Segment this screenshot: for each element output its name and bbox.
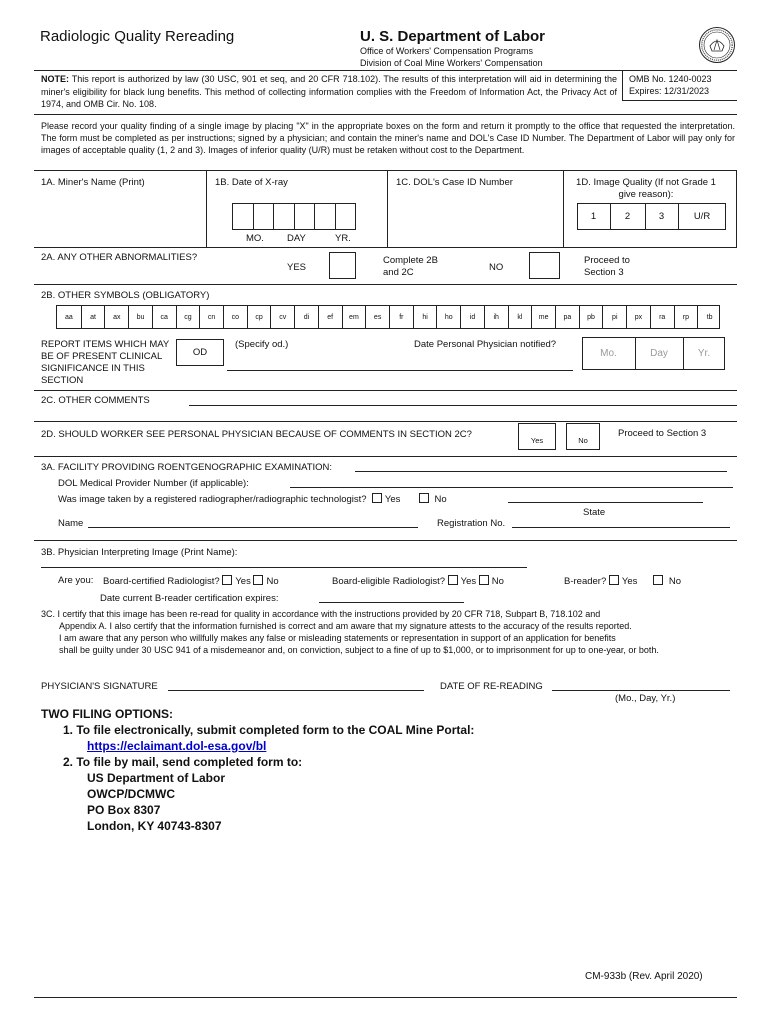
xray-day-input[interactable] (273, 203, 314, 230)
mailing-address (87, 770, 225, 834)
symbols-grid (56, 305, 720, 329)
tech-name-line[interactable] (88, 527, 418, 528)
board-certified-label: Board-certified Radiologist? (103, 576, 220, 587)
grade-ur-option[interactable]: U/R (693, 211, 711, 222)
abnormalities-yes-checkbox[interactable] (329, 252, 356, 279)
note-label: NOTE: (41, 74, 69, 84)
symbol-es-checkbox[interactable]: es (365, 306, 389, 328)
case-id-label: 1C. DOL's Case ID Number (396, 177, 513, 188)
board-eligible-no-label: No (491, 576, 504, 587)
abnormalities-no-label: NO (489, 262, 504, 273)
symbol-me-checkbox[interactable]: me (531, 306, 555, 328)
cert-expires-label: Date current B-reader certification expires: (100, 593, 279, 604)
breader-yes-checkbox[interactable] (609, 575, 619, 585)
filing-options-title: TWO FILING OPTIONS: (41, 707, 173, 721)
dol-seal-icon (698, 26, 736, 64)
grade-2-option[interactable]: 2 (624, 211, 631, 222)
registration-no-line[interactable] (512, 527, 730, 528)
symbol-ef-checkbox[interactable]: ef (318, 306, 342, 328)
board-certified-yes-label: Yes (235, 576, 251, 587)
symbol-ca-checkbox[interactable]: ca (152, 306, 176, 328)
agency-name: U. S. Department of Labor (360, 28, 546, 45)
abnormalities-label: 2A. ANY OTHER ABNORMALITIES? (41, 252, 198, 263)
od-checkbox[interactable] (176, 339, 224, 366)
specify-od-line[interactable] (227, 370, 573, 371)
symbol-pa-checkbox[interactable]: pa (555, 306, 579, 328)
certification-line-4: shall be guilty under 30 USC 941 of a misdemeanor and, on conviction, subject to a fine of up to $1,000, or to imprisonment for up to one-year, or both. (59, 645, 659, 655)
state-label: State (583, 507, 606, 518)
board-eligible-yes-label: Yes (460, 576, 477, 587)
report-items-label: REPORT ITEMS WHICH MAY BE OF PRESENT CLINICAL SIGNIFICANCE IN THIS SECTION (41, 339, 170, 386)
symbol-ho-checkbox[interactable]: ho (436, 306, 460, 328)
registered-tech-question (58, 493, 447, 505)
certification-line-2: Appendix A. I also certify that the information furnished is correct and am aware that my signature attests to the accuracy of the results reported. (59, 621, 632, 631)
reread-date-format: (Mo., Day, Yr.) (615, 693, 676, 704)
specify-od-label: (Specify od.) (235, 339, 289, 350)
cert-expires-line[interactable] (319, 602, 464, 603)
signature-label: PHYSICIAN'S SIGNATURE (41, 681, 158, 692)
facility-line[interactable] (355, 471, 727, 472)
registered-yes-label: Yes (384, 494, 401, 505)
symbol-bu-checkbox[interactable]: bu (128, 306, 152, 328)
symbol-id-checkbox[interactable]: id (460, 306, 484, 328)
notified-year-input[interactable]: Yr. (697, 348, 711, 359)
xray-year-label: YR. (335, 233, 351, 244)
miner-name-label: 1A. Miner's Name (Print) (41, 177, 145, 188)
physician-name-line[interactable] (41, 567, 527, 568)
symbol-co-checkbox[interactable]: co (223, 306, 247, 328)
registered-yes-checkbox[interactable] (372, 493, 382, 503)
grade-1-option[interactable]: 1 (590, 211, 597, 222)
breader-label: B-reader? (564, 576, 607, 587)
abnormalities-no-checkbox[interactable] (529, 252, 560, 279)
symbol-ra-checkbox[interactable]: ra (650, 306, 674, 328)
physician-notified-label: Date Personal Physician notified? (414, 339, 557, 350)
board-eligible-question (332, 575, 504, 587)
registered-no-label: No (434, 494, 447, 505)
xray-day-label: DAY (287, 233, 306, 244)
other-symbols-label: 2B. OTHER SYMBOLS (OBLIGATORY) (41, 290, 210, 301)
symbol-hi-checkbox[interactable]: hi (413, 306, 437, 328)
symbol-fr-checkbox[interactable]: fr (389, 306, 413, 328)
symbol-px-checkbox[interactable]: px (626, 306, 650, 328)
signature-line[interactable] (168, 690, 424, 691)
omb-expires: Expires: 12/31/2023 (629, 86, 710, 96)
certification-line-3: I am aware that any person who willfully makes any false or misleading statements or representation in support of an application for benefits (59, 633, 616, 643)
note-text (41, 73, 617, 111)
symbol-at-checkbox[interactable]: at (81, 306, 105, 328)
physician-name-label: 3B. Physician Interpreting Image (Print Name): (41, 547, 238, 558)
address-line-1: US Department of Labor (87, 771, 226, 785)
board-eligible-no-checkbox[interactable] (479, 575, 489, 585)
xray-month-label: MO. (246, 233, 264, 244)
breader-no-label: No (668, 576, 682, 587)
address-line-2: OWCP/DCMWC (87, 787, 175, 801)
provider-number-label: DOL Medical Provider Number (if applicable): (58, 478, 249, 489)
see-physician-yes-label: Yes (530, 436, 544, 445)
symbol-cn-checkbox[interactable]: cn (199, 306, 223, 328)
symbol-ih-checkbox[interactable]: ih (484, 306, 508, 328)
see-physician-no-checkbox[interactable] (566, 423, 600, 450)
symbol-aa-checkbox[interactable]: aa (64, 313, 73, 321)
registered-tech-label: Was image taken by a registered radiographer/radiographic technologist? (58, 494, 367, 505)
portal-link[interactable]: https://eclaimant.dol-esa.gov/bl (87, 739, 267, 753)
office-name: Office of Workers' Compensation Programs (360, 46, 533, 56)
omb-number: OMB No. 1240-0023 (629, 74, 712, 84)
instructions-text: Please record your quality finding of a single image by placing "X" in the appropriate boxes on the form and return it promptly to the office that requested the interpretation. The form must be completed as per instructions; signed by a physician; and contain the miner's name and DOL's Case ID Number. The Department of Labor will pay only for images of acceptable quality (1, 2 and 3). Images of inferior quality (U/R) must be retaken without cost to the Department. (41, 121, 735, 155)
miner-name-field[interactable] (36, 190, 202, 242)
certification-line-1: 3C. I certify that this image has been re-read for quality in accordance with the instructions provided by 20 CFR 718, Subpart B, 718.102 and (41, 609, 601, 619)
symbol-tb-checkbox[interactable]: tb (697, 306, 721, 328)
breader-question (564, 575, 681, 587)
notified-month-input[interactable]: Mo. (600, 348, 617, 359)
address-line-4: London, KY 40743-8307 (87, 819, 222, 833)
board-certified-question (103, 575, 279, 587)
note-body: This report is authorized by law (30 USC, 901 et seq, and 20 CFR 718.102). The results of this interpretation will aid in determining the miner's eligibility for black lung benefits. This method of collecting information complies with the Freedom of Information Act, the Privacy Act of 1974, and OMB Cir. No. 108. (41, 74, 617, 109)
form-title: Radiologic Quality Rereading (40, 28, 235, 45)
board-certified-no-label: No (266, 576, 279, 587)
xray-date-label: 1B. Date of X-ray (215, 177, 288, 188)
see-physician-label: 2D. SHOULD WORKER SEE PERSONAL PHYSICIAN BECAUSE OF COMMENTS IN SECTION 2C? (41, 429, 472, 440)
provider-number-line[interactable] (290, 487, 733, 488)
grade-3-option[interactable]: 3 (658, 211, 665, 222)
see-physician-yes-checkbox[interactable] (518, 423, 556, 450)
symbol-pb-checkbox[interactable]: pb (579, 306, 603, 328)
board-eligible-label: Board-eligible Radiologist? (332, 576, 446, 587)
breader-yes-label: Yes (621, 576, 638, 587)
symbol-cg-checkbox[interactable]: cg (176, 306, 200, 328)
symbol-em-checkbox[interactable]: em (342, 306, 366, 328)
state-line[interactable] (508, 502, 703, 503)
form-number: CM-933b (Rev. April 2020) (585, 971, 703, 982)
are-you-label: Are you: (58, 575, 94, 586)
registration-no-label: Registration No. (437, 518, 506, 529)
case-id-field[interactable] (390, 190, 560, 242)
image-quality-label: 1D. Image Quality (If not Grade 1 give reason): (576, 177, 716, 200)
xray-month-input[interactable] (232, 203, 273, 230)
division-name: Division of Coal Mine Workers' Compensation (360, 58, 543, 68)
other-comments-label: 2C. OTHER COMMENTS (41, 395, 150, 406)
facility-label: 3A. FACILITY PROVIDING ROENTGENOGRAPHIC EXAMINATION: (41, 462, 333, 473)
board-certified-no-checkbox[interactable] (253, 575, 263, 585)
filing-option-electronic: 1. To file electronically, submit completed form to the COAL Mine Portal: (63, 723, 475, 737)
xray-year-input[interactable] (314, 203, 356, 230)
symbol-pi-checkbox[interactable]: pi (602, 306, 626, 328)
notified-day-input[interactable]: Day (650, 348, 668, 359)
od-label: OD (192, 347, 208, 358)
board-certified-yes-checkbox[interactable] (222, 575, 232, 585)
address-line-3: PO Box 8307 (87, 803, 161, 817)
reread-date-line[interactable] (552, 690, 730, 691)
proceed-section3-2d-label: Proceed to Section 3 (618, 428, 707, 439)
symbol-rp-checkbox[interactable]: rp (674, 306, 698, 328)
registered-no-checkbox[interactable] (419, 493, 429, 503)
symbol-di-checkbox[interactable]: di (294, 306, 318, 328)
abnormalities-yes-label: YES (287, 262, 307, 273)
board-eligible-yes-checkbox[interactable] (448, 575, 458, 585)
symbol-cv-checkbox[interactable]: cv (270, 306, 294, 328)
complete-2b-2c-label: Complete 2B and 2C (383, 255, 438, 278)
see-physician-no-label: No (578, 436, 588, 445)
breader-no-checkbox[interactable] (653, 575, 663, 585)
symbol-ax-checkbox[interactable]: ax (104, 306, 128, 328)
proceed-section3-label: Proceed to Section 3 (584, 255, 630, 278)
symbol-cp-checkbox[interactable]: cp (247, 306, 271, 328)
symbol-kl-checkbox[interactable]: kl (508, 306, 532, 328)
tech-name-label: Name (58, 518, 84, 529)
other-comments-line[interactable] (189, 405, 737, 406)
certification-text (41, 608, 741, 656)
reread-date-label: DATE OF RE-READING (440, 681, 543, 692)
filing-option-mail: 2. To file by mail, send completed form to: (63, 755, 303, 769)
